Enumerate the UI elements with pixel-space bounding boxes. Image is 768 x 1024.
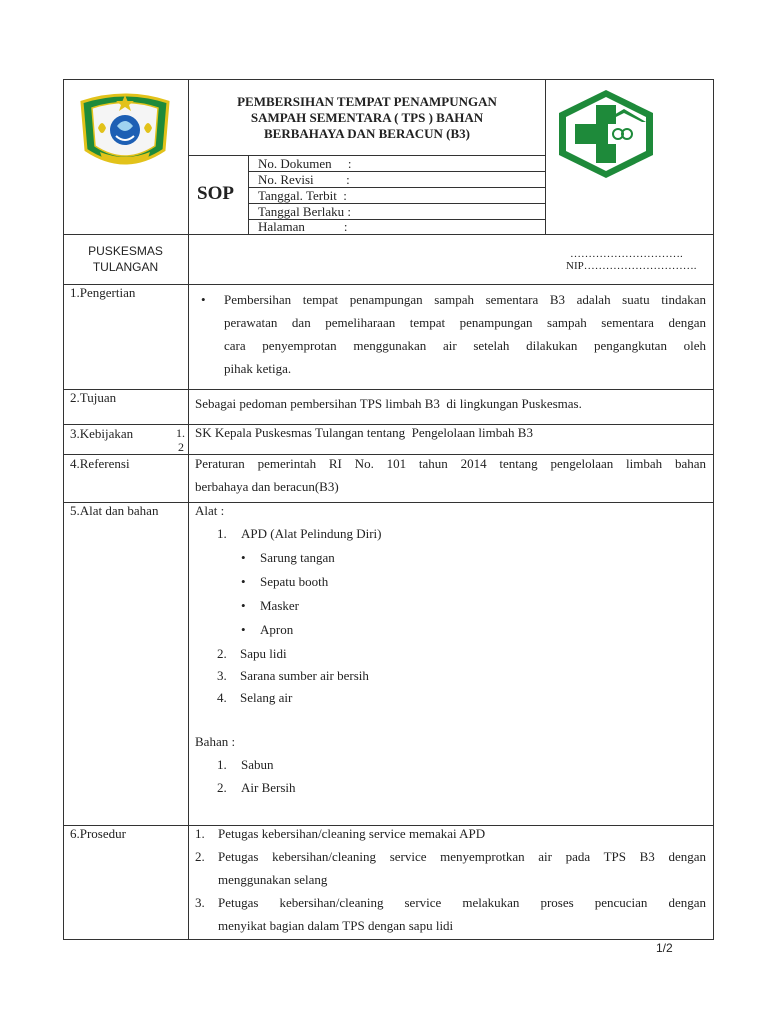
prosedur-step-2 [195, 845, 706, 891]
kebijakan-num-1: 1. [176, 426, 185, 440]
apd-item-1 [195, 546, 706, 570]
organization-name [63, 243, 188, 275]
nip-field: NIP…………………………. [566, 260, 697, 272]
section-label-referensi: 4.Referensi [70, 456, 130, 471]
prosedur-step-1-num: 1. [195, 826, 205, 841]
alat-heading: Alat : [195, 503, 225, 518]
section-label-alat-bahan: 5.Alat dan bahan [70, 503, 159, 518]
sop-label: SOP [197, 183, 234, 204]
bahan-heading: Bahan : [195, 734, 236, 749]
referensi-text [195, 452, 706, 498]
org-line-2: TULANGAN [92, 260, 159, 274]
title-line-3: BERBAHAYA DAN BERACUN (B3) [264, 126, 470, 141]
alat-item-4-num: 4. [217, 690, 227, 705]
bullet-icon: • [241, 598, 246, 613]
alat-item-4 [195, 686, 706, 731]
apd-item-3 [195, 594, 706, 618]
alat-item-3 [195, 664, 706, 686]
bahan-item-1-num: 1. [217, 757, 227, 772]
meta-revision: No. Revisi : [258, 172, 350, 187]
kebijakan-text: SK Kepala Puskesmas Tulangan tentang Pengelolaan limbah B3 [195, 425, 533, 440]
org-line-1: PUSKESMAS [88, 244, 163, 258]
pengertian-text [201, 288, 706, 380]
prosedur-steps [195, 822, 706, 937]
prosedur-step-3-line-2: menyikat bagian dalam TPS dengan sapu lidi [218, 918, 454, 933]
referensi-line-1: Peraturan pemerintah RI No. 101 tahun 2014 tentang pengelolaan limbah bahan [195, 456, 706, 471]
section-label-tujuan: 2.Tujuan [70, 390, 117, 405]
bahan-item-1 [195, 753, 706, 776]
prosedur-step-2-num: 2. [195, 849, 205, 864]
prosedur-step-2-line-2: menggunakan selang [218, 872, 328, 887]
bullet-icon: • [241, 550, 246, 565]
tujuan-text: Sebagai pedoman pembersihan TPS limbah B3 di lingkungan Puskesmas. [195, 396, 582, 411]
kebijakan-num-2: 2 [178, 440, 184, 454]
bullet-icon: • [241, 574, 246, 589]
meta-effective-date: Tanggal Berlaku : [258, 204, 351, 219]
pengertian-line-4: pihak ketiga. [224, 361, 292, 376]
bullet-icon: • [201, 292, 206, 307]
alat-item-2-num: 2. [217, 646, 227, 661]
meta-page: Halaman : [258, 219, 348, 234]
page-number: 1/2 [656, 941, 673, 955]
prosedur-step-1 [195, 822, 706, 845]
alat-item-2-text: Sapu lidi [240, 646, 287, 661]
prosedur-step-1-line-1: Petugas kebersihan/cleaning service memakai APD [218, 826, 486, 841]
alat-item-1-num: 1. [217, 526, 227, 541]
apd-item-1-text: Sarung tangan [260, 550, 335, 565]
section-label-prosedur: 6.Prosedur [70, 826, 126, 841]
puskesmas-logo [556, 88, 656, 180]
pengertian-line-1: Pembersihan tempat penampungan sampah sementara B3 adalah suatu tindakan [224, 292, 706, 307]
emblem-icon [72, 88, 178, 174]
pengertian-line-3: cara penyemprotan menggunakan air setelah dilakukan pengangkutan oleh [224, 338, 706, 353]
apd-item-4-text: Apron [260, 622, 294, 637]
bullet-icon: • [241, 622, 246, 637]
apd-item-2 [195, 570, 706, 594]
meta-issue-date: Tanggal. Terbit : [258, 188, 347, 203]
bahan-item-2-text: Air Bersih [241, 780, 296, 795]
puskesmas-emblem-icon [556, 88, 656, 180]
bahan-item-1-text: Sabun [241, 757, 274, 772]
alat-item-1 [195, 522, 706, 545]
section-label-kebijakan: 3.Kebijakan [70, 426, 134, 441]
title-line-2: SAMPAH SEMENTARA ( TPS ) BAHAN [250, 110, 484, 125]
meta-document-number: No. Dokumen : [258, 156, 352, 171]
prosedur-step-3-num: 3. [195, 895, 205, 910]
referensi-line-2: berbahaya dan beracun(B3) [195, 479, 339, 494]
section-label-pengertian: 1.Pengertian [70, 285, 136, 300]
alat-item-4-text: Selang air [240, 690, 293, 705]
apd-item-4 [195, 618, 706, 642]
apd-item-3-text: Masker [260, 598, 299, 613]
prosedur-step-3 [195, 891, 706, 937]
alat-item-2 [195, 642, 706, 664]
alat-item-1-text: APD (Alat Pelindung Diri) [241, 526, 382, 541]
prosedur-step-3-line-1: Petugas kebersihan/cleaning service melakukan proses pencucian dengan [218, 895, 706, 910]
signature-line: …………………………. [570, 248, 683, 260]
bahan-item-2-num: 2. [217, 780, 227, 795]
alat-item-3-num: 3. [217, 668, 227, 683]
alat-bahan-content [195, 499, 706, 799]
prosedur-step-2-line-1: Petugas kebersihan/cleaning service menyemprotkan air pada TPS B3 dengan [218, 849, 706, 864]
pengertian-line-2: perawatan dan pemeliharaan tempat penampungan sampah sementara dengan [224, 315, 706, 330]
title-line-1: PEMBERSIHAN TEMPAT PENAMPUNGAN [237, 94, 497, 109]
apd-item-2-text: Sepatu booth [260, 574, 329, 589]
bahan-item-2 [195, 776, 706, 799]
alat-item-3-text: Sarana sumber air bersih [240, 668, 369, 683]
document-title [192, 94, 542, 142]
regional-emblem-logo [72, 88, 178, 174]
